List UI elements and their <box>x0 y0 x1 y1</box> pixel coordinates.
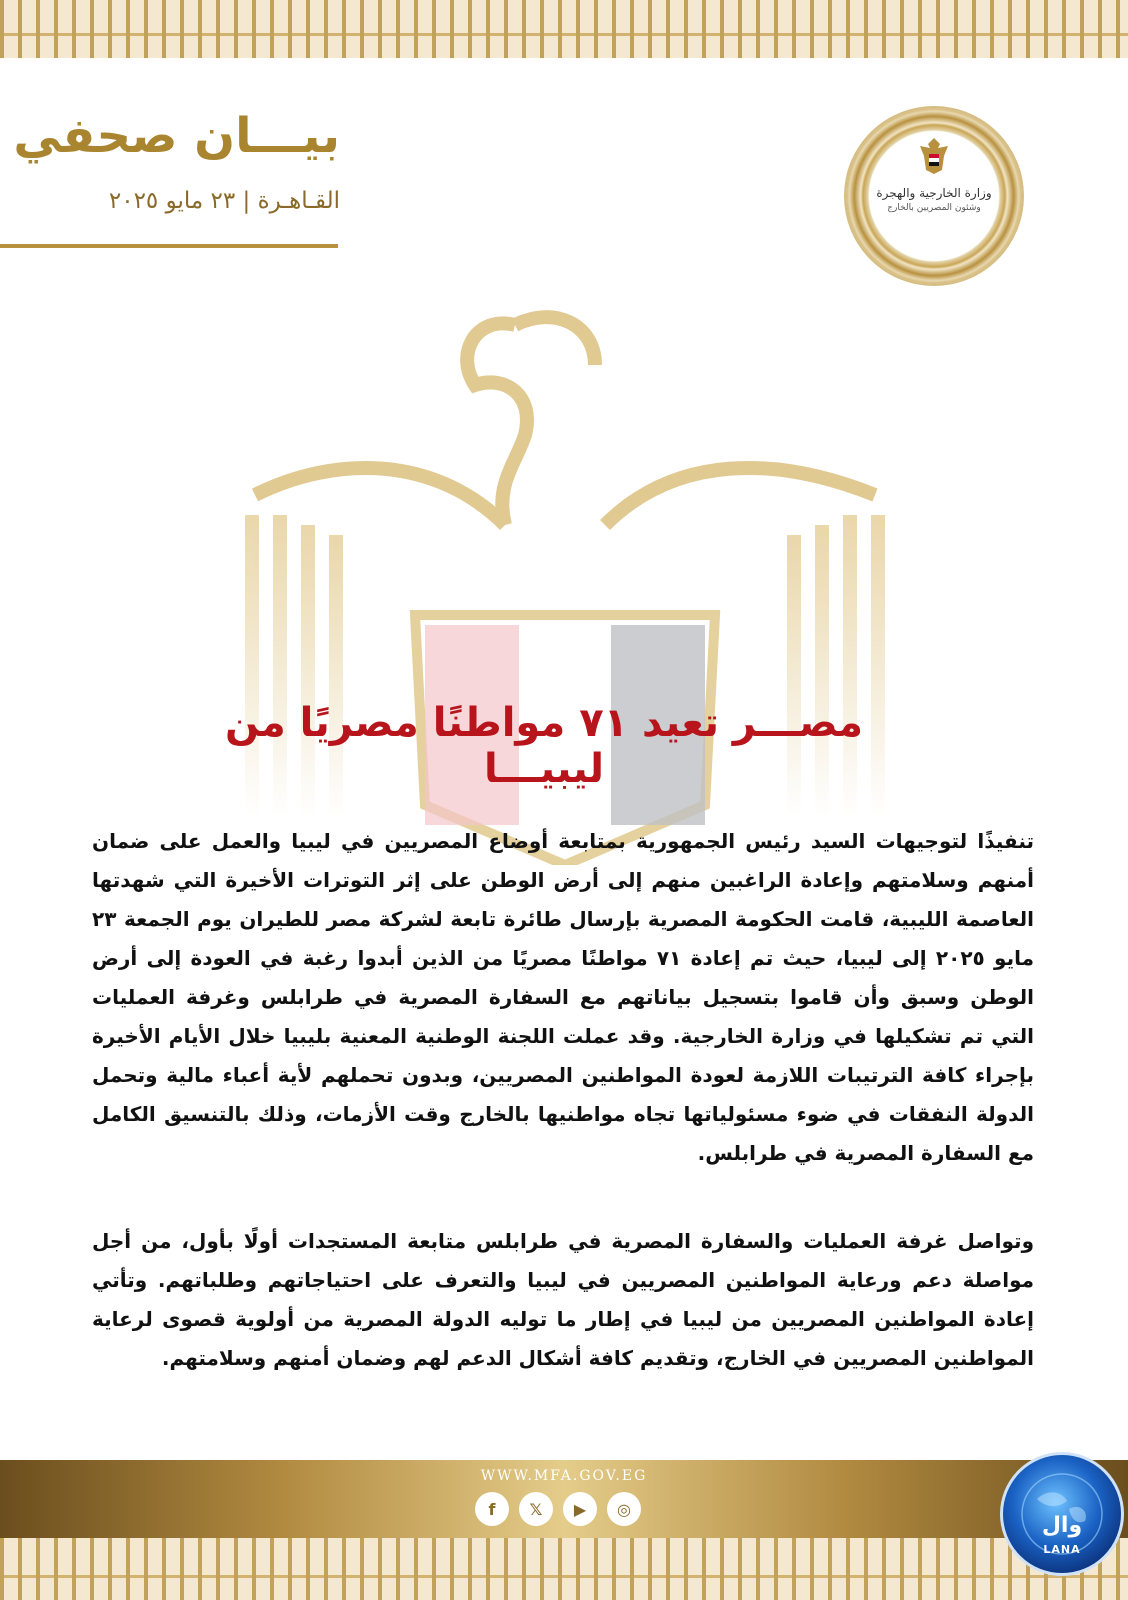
website-link[interactable]: WWW.MFA.GOV.EG <box>480 1468 648 1484</box>
top-ornament-band <box>0 0 1128 58</box>
youtube-icon[interactable]: ▶ <box>563 1492 597 1526</box>
ministry-name-main: وزارة الخارجية والهجرة <box>876 186 992 200</box>
lana-arabic: وال <box>1041 1513 1083 1538</box>
lana-english: LANA <box>1043 1543 1081 1556</box>
ministry-name-sub: وشئون المصريين بالخارج <box>887 203 981 213</box>
x-icon[interactable]: 𝕏 <box>519 1492 553 1526</box>
press-date: القـاهـرة | ٢٣ مايو ٢٠٢٥ <box>108 188 340 214</box>
headline: مصـــر تعيد ٧١ مواطنًا مصريًا من ليبيـــا <box>224 700 863 792</box>
lana-watermark <box>1000 1452 1124 1576</box>
social-links <box>475 1492 655 1532</box>
title-divider <box>0 244 338 248</box>
ministry-name <box>874 186 994 216</box>
ministry-seal <box>846 108 1022 284</box>
facebook-icon[interactable]: f <box>475 1492 509 1526</box>
page-title: بيـــان صحفي <box>13 108 340 164</box>
bottom-ornament-band <box>0 1538 1128 1600</box>
instagram-icon[interactable]: ◎ <box>607 1492 641 1526</box>
body-paragraph-1: تنفيذًا لتوجيهات السيد رئيس الجمهورية بمتابعة أوضاع المصريين في ليبيا والعمل على ضمان أمنهم وسلامتهم وإعادة الراغبين منهم إلى أرض الوطن على إثر التوترات الأخيرة التي شهدتها العاصمة الليبية، قامت الحكومة المصرية بإرسال طائرة تابعة لشركة مصر للطيران يوم الجمعة ٢٣ مايو ٢٠٢٥ إلى ليبيا، حيث تم إعادة ٧١ مواطنًا مصريًا من الذين أبدوا رغبة في العودة إلى أرض الوطن وسبق وأن قاموا بتسجيل بياناتهم مع السفارة المصرية في طرابلس وغرفة العمليات التي تم تشكيلها في وزارة الخارجية. وقد عملت اللجنة الوطنية المعنية بليبيا خلال الأيام الأخيرة بإجراء كافة الترتيبات اللازمة لعودة المواطنين المصريين، وبدون تحملهم لأية أعباء مالية وتحمل الدولة النفقات في ضوء مسئولياتها تجاه مواطنيها بالخارج وقت الأزمات، وذلك بالتنسيق الكامل مع السفارة المصرية في طرابلس. <box>92 829 1035 1165</box>
eagle-emblem-icon <box>912 134 956 178</box>
body-paragraph-2: وتواصل غرفة العمليات والسفارة المصرية في طرابلس متابعة المستجدات أولًا بأول، من أجل مواصلة دعم ورعاية المواطنين المصريين في ليبيا والتعرف على احتياجاتهم وطلباتهم. وتأتي إعادة المواطنين المصريين من ليبيا في إطار ما توليه الدولة المصرية من أولوية قصوى لرعاية المواطنين المصريين في الخارج، وتقديم كافة أشكال الدعم لهم وضمان أمنهم وسلامتهم. <box>92 1229 1034 1370</box>
